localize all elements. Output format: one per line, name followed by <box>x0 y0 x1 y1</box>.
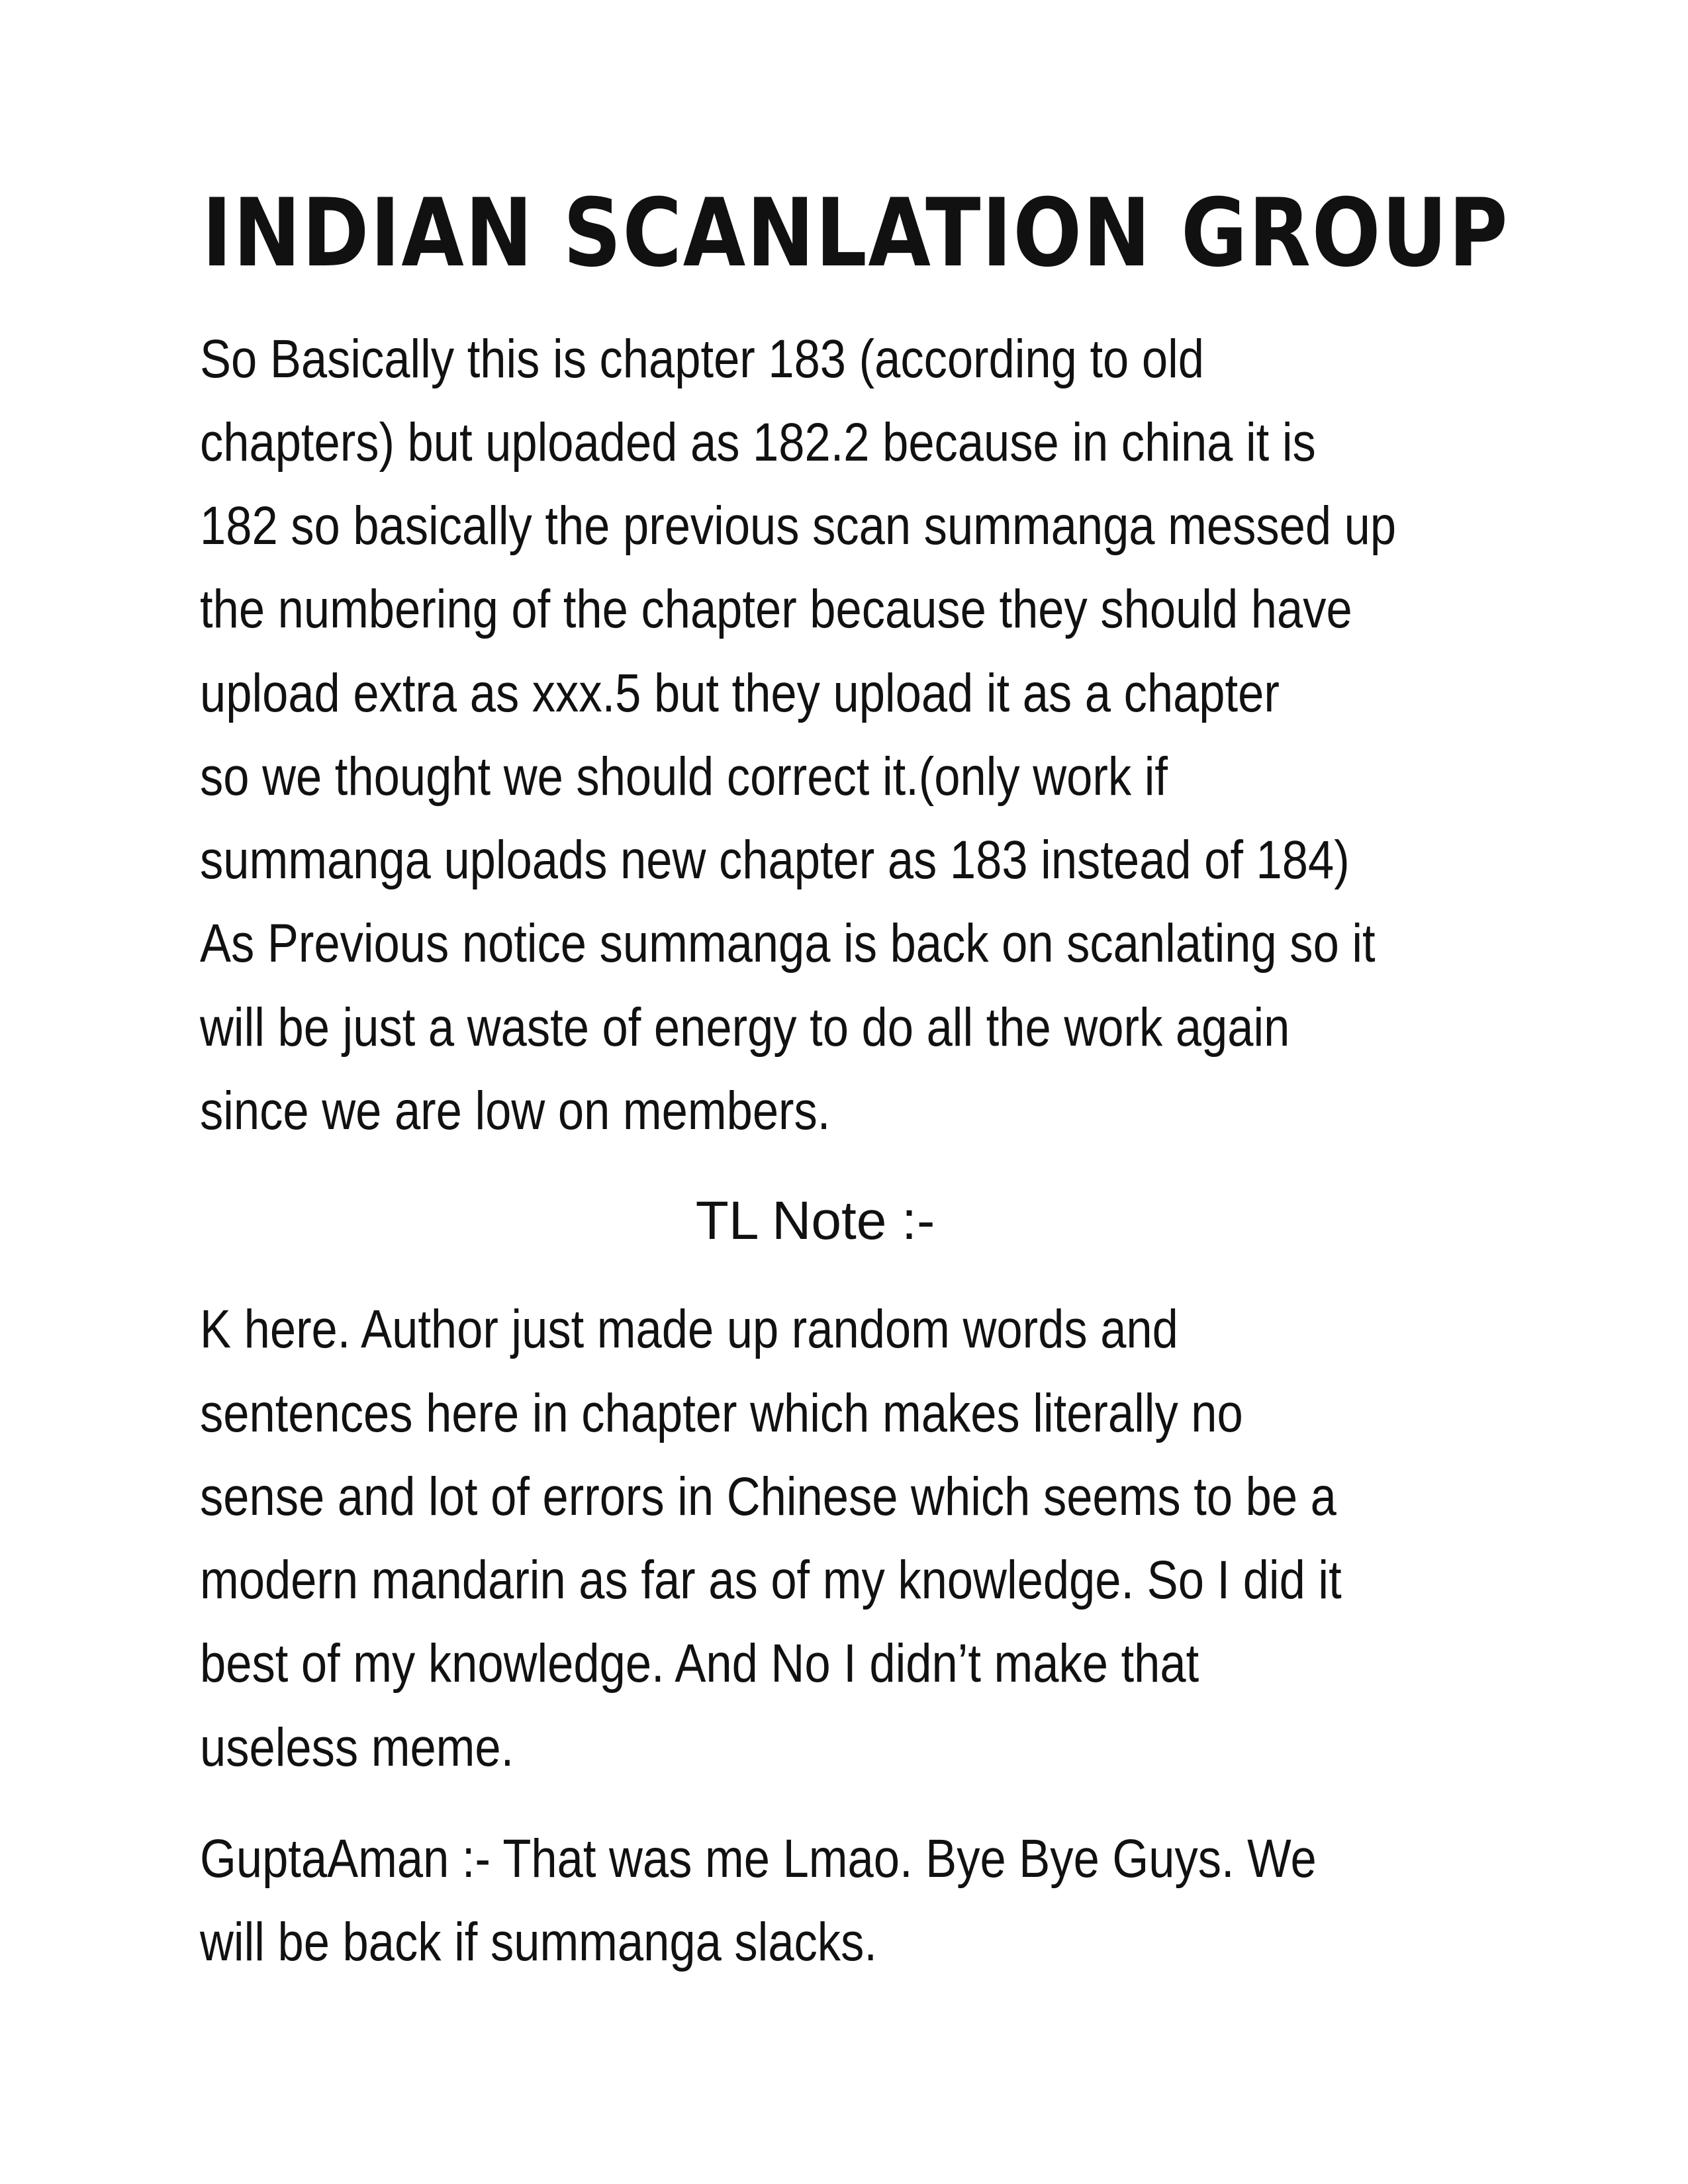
notice-line: 182 so basically the previous scan summanga messed up <box>200 496 1397 556</box>
notice-line: upload extra as xxx.5 but they upload it as a chapter <box>200 663 1280 723</box>
notice-line: will be just a waste of energy to do all the work again <box>200 997 1290 1058</box>
closing-line: will be back if summanga slacks. <box>200 1912 877 1972</box>
tl-note-line: modern mandarin as far as of my knowledge. So I did it <box>200 1550 1342 1610</box>
page-title: INDIAN SCANLATION GROUP <box>202 179 1509 288</box>
tl-note-line: useless meme. <box>200 1717 514 1778</box>
tl-note-line: sentences here in chapter which makes literally no <box>200 1383 1243 1443</box>
tl-note-heading: TL Note :- <box>695 1191 935 1251</box>
notice-line: As Previous notice summanga is back on scanlating so it <box>200 913 1376 974</box>
tl-note-line: K here. Author just made up random words and <box>200 1299 1178 1359</box>
tl-note-line: sense and lot of errors in Chinese which seems to be a <box>200 1467 1336 1527</box>
notice-line: since we are low on members. <box>200 1081 831 1141</box>
notice-line: so we thought we should correct it.(only work if <box>200 747 1168 807</box>
notice-line: chapters) but uploaded as 182.2 because in china it is <box>200 412 1316 473</box>
notice-line: summanga uploads new chapter as 183 instead of 184) <box>200 830 1350 890</box>
notice-line: So Basically this is chapter 183 (according to old <box>200 329 1204 389</box>
closing-line: GuptaAman :- That was me Lmao. Bye Bye Guys. We <box>200 1829 1317 1889</box>
notice-line: the numbering of the chapter because they should have <box>200 579 1352 639</box>
tl-note-line: best of my knowledge. And No I didn’t make that <box>200 1633 1199 1694</box>
